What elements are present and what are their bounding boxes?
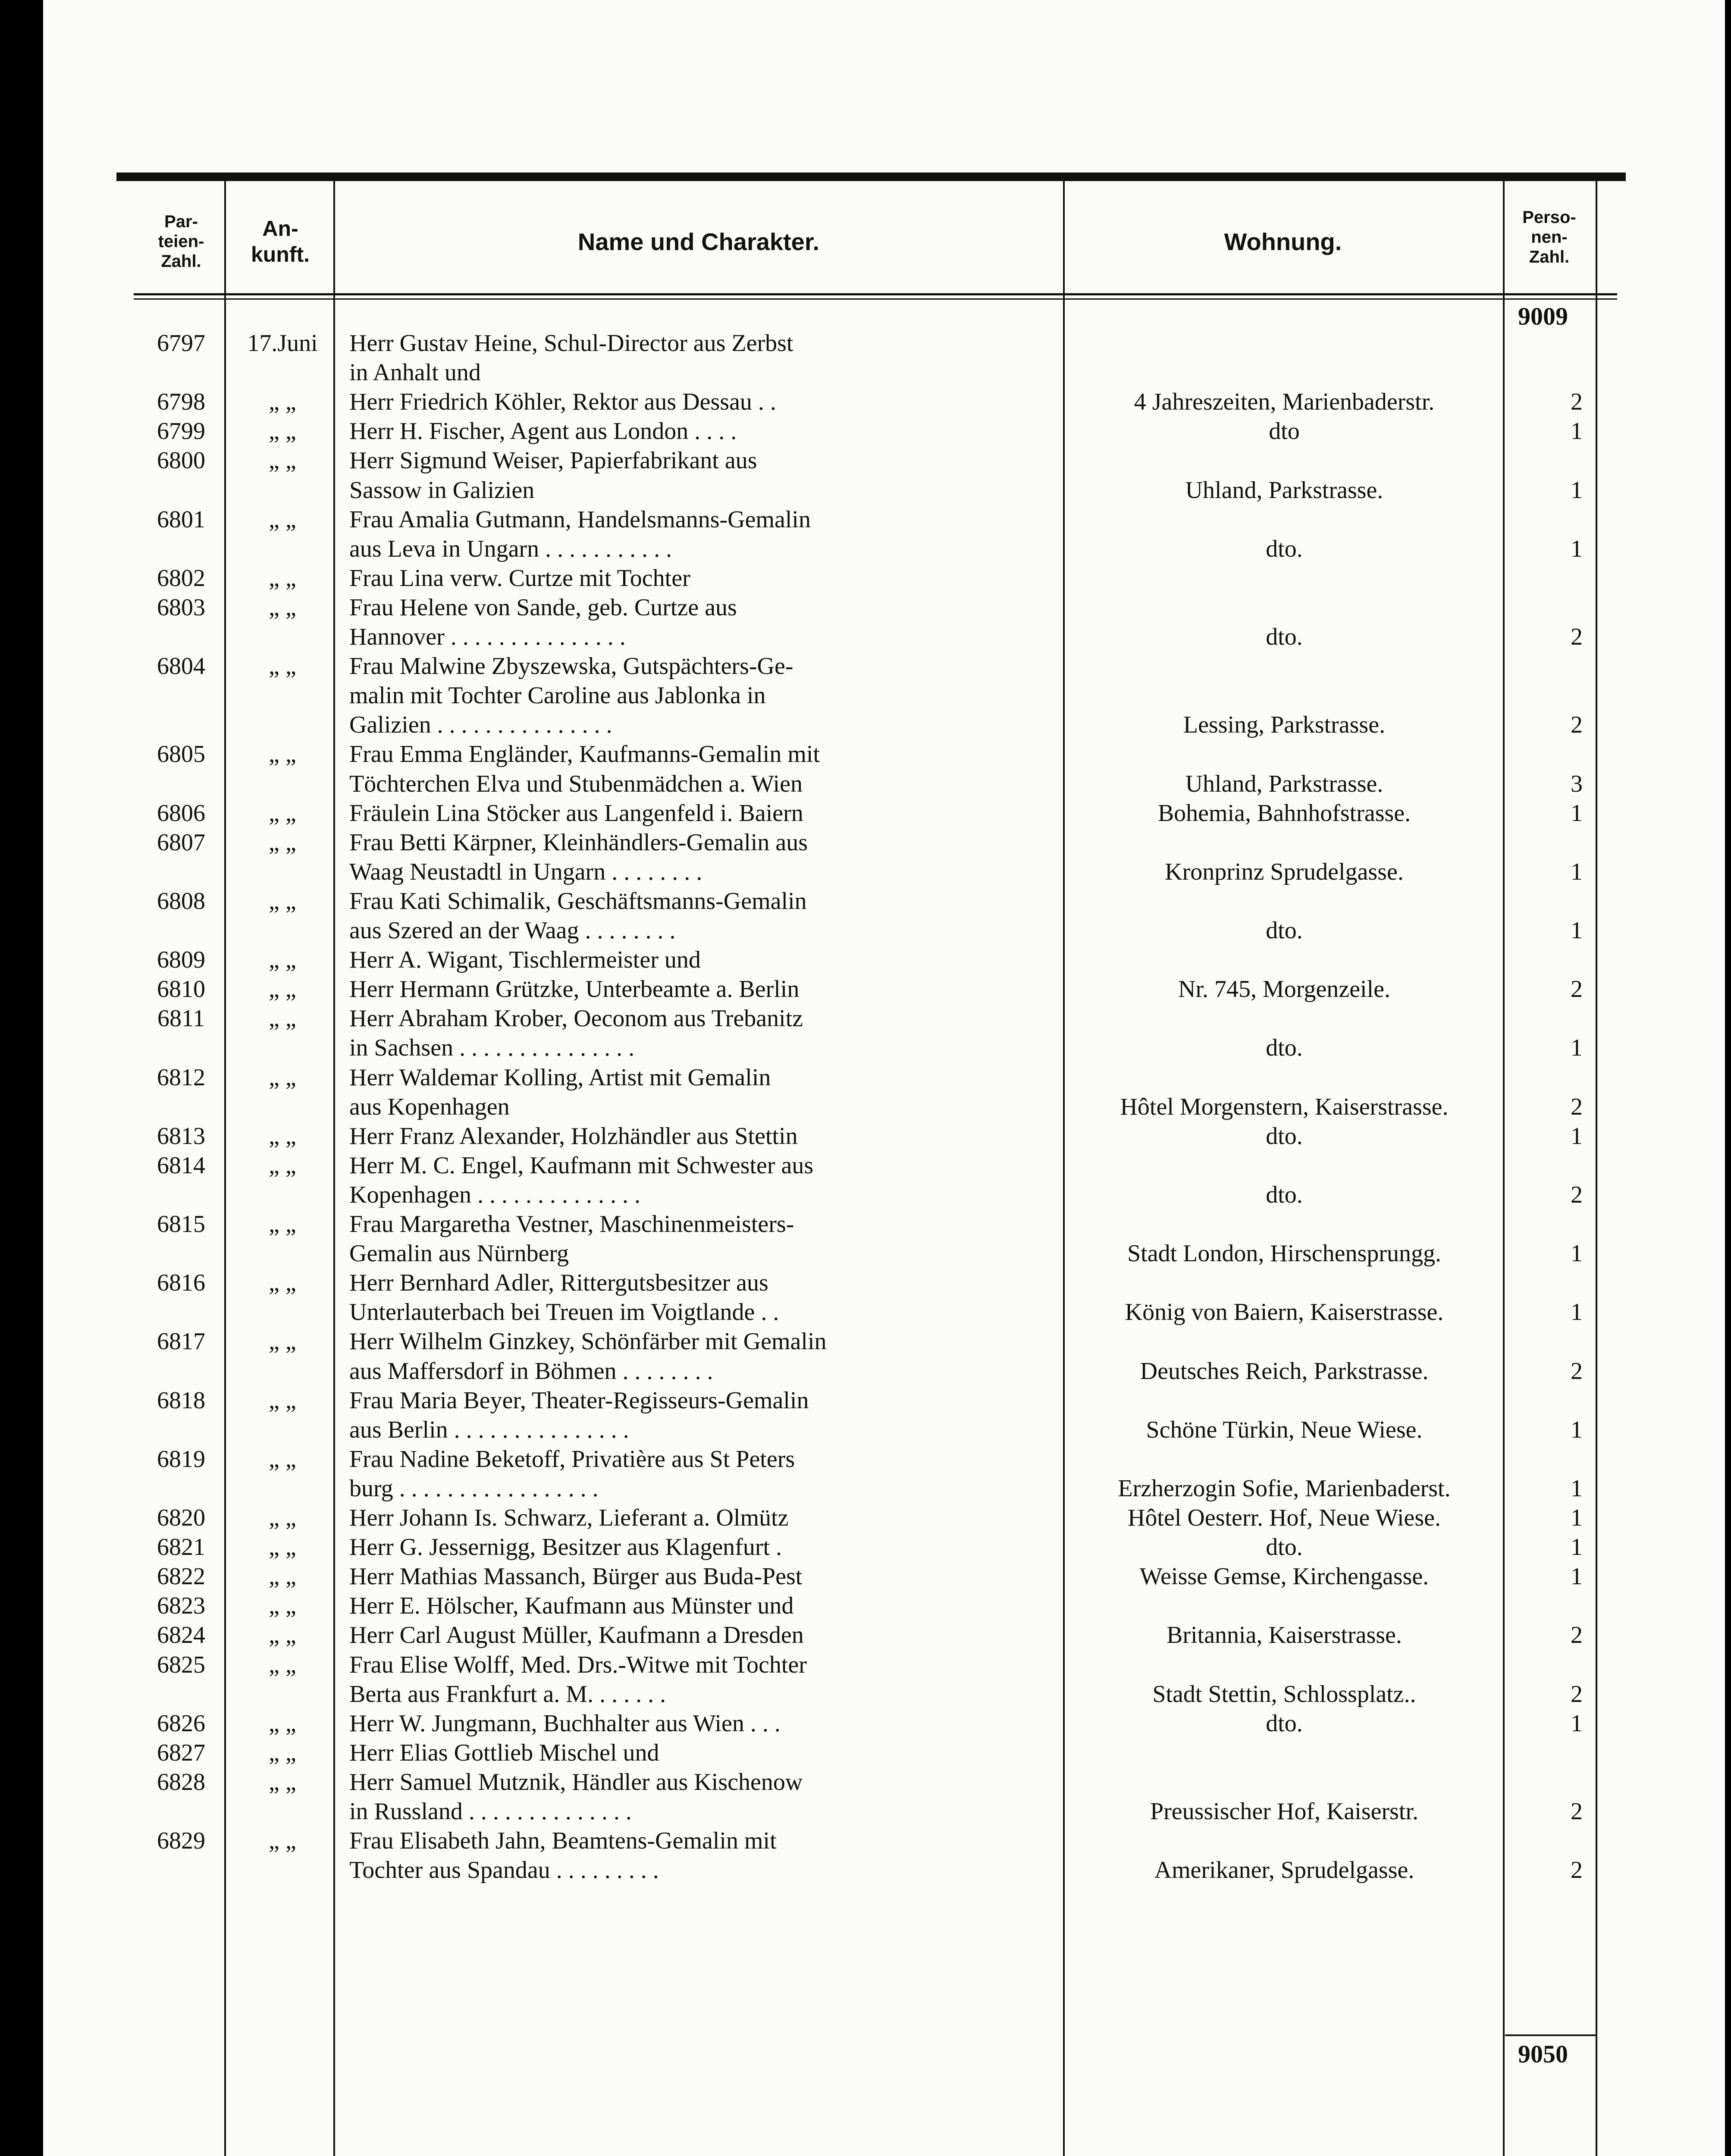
guest-name: Frau Elise Wolff, Med. Drs.-Witwe mit Tochter <box>349 1651 807 1678</box>
arrival-date: „ „ <box>269 653 296 680</box>
guest-name: Herr Abraham Krober, Oeconom aus Trebanitz <box>349 1005 803 1032</box>
register-line <box>0 1503 1731 1532</box>
register-line <box>0 652 1731 681</box>
arrival-date: „ „ <box>269 1328 296 1355</box>
person-count: 2 <box>1571 1093 1583 1120</box>
entry-number: 6823 <box>157 1592 205 1620</box>
guest-name: Töchterchen Elva und Stubenmädchen a. Wien <box>349 770 803 797</box>
person-count: 1 <box>1571 917 1583 944</box>
entry-number: 6827 <box>157 1739 205 1766</box>
entry-number: 6814 <box>157 1152 205 1179</box>
person-count: 1 <box>1571 1122 1583 1150</box>
arrival-date: „ „ <box>269 1064 296 1091</box>
guest-name: Frau Margaretha Vestner, Maschinenmeisters- <box>349 1211 794 1238</box>
lodging-address: Kronprinz Sprudelgasse. <box>1165 858 1404 885</box>
lodging-address: König von Baiern, Kaiserstrasse. <box>1125 1299 1444 1326</box>
person-count: 2 <box>1571 1798 1583 1825</box>
arrival-date: „ „ <box>269 418 296 445</box>
entry-number: 6822 <box>157 1563 205 1590</box>
guest-name: Tochter aus Spandau . . . . . . . . . <box>349 1857 659 1884</box>
guest-name: Unterlauterbach bei Treuen im Voigtlande . . <box>349 1299 779 1326</box>
guest-name: Kopenhagen . . . . . . . . . . . . . . <box>349 1181 641 1208</box>
entry-number: 6826 <box>157 1710 205 1737</box>
person-count: 1 <box>1571 1034 1583 1062</box>
guest-name: Herr Gustav Heine, Schul-Director aus Zerbst <box>349 330 793 357</box>
arrival-date: „ „ <box>269 1445 296 1473</box>
guest-name: Herr M. C. Engel, Kaufmann mit Schwester aus <box>349 1152 814 1179</box>
person-count: 2 <box>1571 1181 1583 1208</box>
arrival-date: „ „ <box>269 1269 296 1297</box>
register-line <box>0 1738 1731 1767</box>
guest-name: in Russland . . . . . . . . . . . . . . <box>349 1798 632 1825</box>
arrival-date: „ „ <box>269 1152 296 1179</box>
entry-number: 6818 <box>157 1387 205 1414</box>
register-line <box>0 1680 1731 1709</box>
person-count: 1 <box>1571 1240 1583 1267</box>
guest-name: in Anhalt und <box>349 359 481 386</box>
entry-number: 6807 <box>157 829 205 856</box>
guest-name: Frau Helene von Sande, geb. Curtze aus <box>349 594 737 621</box>
arrival-date: „ „ <box>269 829 296 856</box>
register-line <box>0 1797 1731 1826</box>
header-partei-3: Zahl. <box>161 252 201 271</box>
lodging-address: dto. <box>1266 1034 1303 1062</box>
guest-name: Sassow in Galizien <box>349 476 535 504</box>
header-personen-3: Zahl. <box>1529 248 1570 266</box>
register-line <box>0 1063 1731 1092</box>
lodging-address: Uhland, Parkstrasse. <box>1185 476 1383 504</box>
entry-number: 6806 <box>157 799 205 827</box>
entry-number: 6798 <box>157 389 205 416</box>
register-line <box>0 417 1731 446</box>
guest-name: Frau Nadine Beketoff, Privatière aus St Peters <box>349 1445 795 1473</box>
lodging-address: dto. <box>1266 1710 1303 1737</box>
guest-name: Herr Mathias Massanch, Bürger aus Buda-Pest <box>349 1563 803 1590</box>
entry-number: 6803 <box>157 594 205 621</box>
lodging-address: dto. <box>1266 1534 1303 1561</box>
arrival-date: „ „ <box>269 1534 296 1561</box>
register-line <box>0 916 1731 945</box>
guest-name: Frau Amalia Gutmann, Handelsmanns-Gemalin <box>349 506 811 533</box>
guest-name: Herr Sigmund Weiser, Papierfabrikant aus <box>349 447 757 474</box>
register-line <box>0 329 1731 358</box>
register-line <box>0 945 1731 975</box>
register-line <box>0 710 1731 740</box>
person-count: 1 <box>1571 535 1583 562</box>
register-line <box>0 1591 1731 1620</box>
arrival-date: „ „ <box>269 1651 296 1678</box>
register-line <box>0 740 1731 769</box>
entry-number: 6812 <box>157 1064 205 1091</box>
register-line <box>0 1239 1731 1268</box>
entry-number: 6813 <box>157 1122 205 1150</box>
lodging-address: Lessing, Parkstrasse. <box>1183 711 1386 739</box>
register-line <box>0 1415 1731 1445</box>
guest-name: Frau Emma Engländer, Kaufmanns-Gemalin mit <box>349 741 820 768</box>
register-line <box>0 1268 1731 1297</box>
guest-name: Frau Malwine Zbyszewska, Gutspächters-Ge- <box>349 653 793 680</box>
arrival-date: „ „ <box>269 564 296 592</box>
register-line <box>0 1092 1731 1122</box>
person-count: 2 <box>1571 1622 1583 1649</box>
register-line <box>0 1826 1731 1855</box>
entry-number: 6797 <box>157 330 205 357</box>
register-line <box>0 857 1731 887</box>
register-line <box>0 593 1731 622</box>
guest-name: Herr Bernhard Adler, Rittergutsbesitzer aus <box>349 1269 768 1297</box>
guest-name: aus Szered an der Waag . . . . . . . . <box>349 917 676 944</box>
arrival-date: „ „ <box>269 741 296 768</box>
entry-number: 6811 <box>157 1005 205 1032</box>
lodging-address: Nr. 745, Morgenzeile. <box>1178 976 1390 1003</box>
register-line <box>0 1445 1731 1474</box>
lodging-address: dto <box>1269 418 1300 445</box>
arrival-date: „ „ <box>269 799 296 827</box>
arrival-date: „ „ <box>269 1504 296 1531</box>
register-line <box>0 1151 1731 1180</box>
guest-name: Herr A. Wigant, Tischlermeister und <box>349 946 701 974</box>
register-line <box>0 799 1731 828</box>
lodging-address: dto. <box>1266 1122 1303 1150</box>
register-line <box>0 975 1731 1004</box>
header-name: Name und Charakter. <box>577 228 820 255</box>
person-count: 2 <box>1571 389 1583 416</box>
arrival-date: „ „ <box>269 1387 296 1414</box>
register-line <box>0 387 1731 417</box>
entry-number: 6829 <box>157 1827 205 1855</box>
entry-number: 6817 <box>157 1328 205 1355</box>
person-count: 2 <box>1571 624 1583 650</box>
header-partei-1: Par- <box>164 212 198 231</box>
register-line <box>0 446 1731 475</box>
register-line <box>0 887 1731 916</box>
person-count: 1 <box>1571 1475 1583 1502</box>
lodging-address: dto. <box>1266 1181 1303 1208</box>
lodging-address: Hôtel Oesterr. Hof, Neue Wiese. <box>1127 1504 1441 1531</box>
person-count: 1 <box>1571 418 1583 445</box>
person-count: 2 <box>1571 711 1583 739</box>
header-ankunft-1: An- <box>262 216 298 241</box>
arrival-date: „ „ <box>269 1710 296 1737</box>
guest-name: Hannover . . . . . . . . . . . . . . . <box>349 624 626 650</box>
register-line <box>0 1650 1731 1680</box>
register-line <box>0 1357 1731 1386</box>
guest-name: aus Berlin . . . . . . . . . . . . . . . <box>349 1416 629 1443</box>
arrival-date: „ „ <box>269 1563 296 1590</box>
guest-name: Herr H. Fischer, Agent aus London . . . . <box>349 418 737 445</box>
header-wohnung: Wohnung. <box>1224 228 1342 255</box>
person-count: 1 <box>1571 1534 1583 1561</box>
register-line <box>0 564 1731 593</box>
entry-number: 6821 <box>157 1534 205 1561</box>
lodging-address: dto. <box>1266 917 1303 944</box>
guest-name: malin mit Tochter Caroline aus Jablonka in <box>349 682 766 709</box>
guest-name: Waag Neustadtl in Ungarn . . . . . . . . <box>349 858 702 885</box>
register-line <box>0 1297 1731 1327</box>
guest-name: Herr Waldemar Kolling, Artist mit Gemalin <box>349 1064 771 1091</box>
register-line <box>0 1532 1731 1562</box>
entry-number: 6809 <box>157 946 205 974</box>
person-count: 2 <box>1571 976 1583 1003</box>
register-line <box>0 1327 1731 1356</box>
person-count: 1 <box>1571 799 1583 827</box>
header-personen-2: nen- <box>1531 228 1568 247</box>
entry-number: 6816 <box>157 1269 205 1297</box>
register-line <box>0 1474 1731 1503</box>
guest-name: Herr Franz Alexander, Holzhändler aus Stettin <box>349 1122 798 1150</box>
entry-number: 6819 <box>157 1445 205 1473</box>
header-partei-2: teien- <box>158 232 204 251</box>
person-count: 1 <box>1571 1299 1583 1326</box>
entry-number: 6815 <box>157 1211 205 1238</box>
arrival-date: „ „ <box>269 506 296 533</box>
guest-name: Berta aus Frankfurt a. M. . . . . . . <box>349 1680 666 1708</box>
lodging-address: dto. <box>1266 624 1303 650</box>
lodging-address: 4 Jahreszeiten, Marienbaderstr. <box>1134 389 1435 416</box>
lodging-address: Stadt London, Hirschensprungg. <box>1127 1240 1441 1267</box>
register-line <box>0 1386 1731 1415</box>
entry-number: 6799 <box>157 418 205 445</box>
arrival-date: „ „ <box>269 1211 296 1238</box>
entry-number: 6810 <box>157 976 205 1003</box>
arrival-date: „ „ <box>269 1622 296 1649</box>
guest-name: Frau Elisabeth Jahn, Beamtens-Gemalin mit <box>349 1827 777 1855</box>
guest-name: aus Maffersdorf in Böhmen . . . . . . . . <box>349 1357 713 1385</box>
lodging-address: Hôtel Morgenstern, Kaiserstrasse. <box>1120 1093 1449 1120</box>
entry-number: 6800 <box>157 447 205 474</box>
header-personen-1: Perso- <box>1522 208 1576 227</box>
register-line <box>0 1855 1731 1885</box>
lodging-address: Deutsches Reich, Parkstrasse. <box>1140 1357 1429 1385</box>
person-count: 1 <box>1571 858 1583 885</box>
entry-number: 6825 <box>157 1651 205 1678</box>
entry-number: 6828 <box>157 1768 205 1796</box>
lodging-address: dto. <box>1266 535 1303 562</box>
lodging-address: Erzherzogin Sofie, Marienbaderst. <box>1118 1475 1451 1502</box>
lodging-address: Uhland, Parkstrasse. <box>1185 770 1383 797</box>
lodging-address: Amerikaner, Sprudelgasse. <box>1154 1857 1414 1884</box>
guest-name: Herr Friedrich Köhler, Rektor aus Dessau . . <box>349 389 776 416</box>
person-count: 1 <box>1571 1416 1583 1443</box>
guest-name: Herr Johann Is. Schwarz, Lieferant a. Olmütz <box>349 1504 789 1531</box>
guest-name: aus Leva in Ungarn . . . . . . . . . . . <box>349 535 672 562</box>
register-line <box>0 828 1731 857</box>
lodging-address: Schöne Türkin, Neue Wiese. <box>1146 1416 1423 1443</box>
register-line <box>0 358 1731 387</box>
register-line <box>0 534 1731 564</box>
carry-in-total: 9009 <box>1518 302 1568 330</box>
register-line <box>0 1180 1731 1210</box>
register-line <box>0 1709 1731 1738</box>
header-ankunft-2: kunft. <box>251 242 310 266</box>
arrival-date: „ „ <box>269 1827 296 1855</box>
arrival-date: „ „ <box>269 447 296 474</box>
entry-number: 6824 <box>157 1622 205 1649</box>
guest-name: Frau Kati Schimalik, Geschäftsmanns-Gemalin <box>349 887 807 915</box>
guest-name: Herr Carl August Müller, Kaufmann a Dresden <box>349 1622 804 1649</box>
register-line <box>0 1620 1731 1650</box>
register-line <box>0 1033 1731 1062</box>
arrival-date: 17.Juni <box>247 330 318 357</box>
arrival-date: „ „ <box>269 1739 296 1766</box>
carry-out-total: 9050 <box>1518 2040 1568 2068</box>
arrival-date: „ „ <box>269 976 296 1003</box>
person-count: 2 <box>1571 1857 1583 1884</box>
guest-name: aus Kopenhagen <box>349 1093 510 1120</box>
guest-name: Herr Wilhelm Ginzkey, Schönfärber mit Gemalin <box>349 1328 827 1355</box>
lodging-address: Preussischer Hof, Kaiserstr. <box>1150 1798 1419 1825</box>
register-line <box>0 1122 1731 1151</box>
guest-name: Frau Betti Kärpner, Kleinhändlers-Gemalin aus <box>349 829 808 856</box>
register-line <box>0 1767 1731 1797</box>
guest-name: Frau Maria Beyer, Theater-Regisseurs-Gemalin <box>349 1387 809 1414</box>
person-count: 3 <box>1571 770 1583 797</box>
person-count: 1 <box>1571 1563 1583 1590</box>
entry-number: 6801 <box>157 506 205 533</box>
person-count: 2 <box>1571 1680 1583 1708</box>
lodging-address: Weisse Gemse, Kirchengasse. <box>1139 1563 1429 1590</box>
entry-number: 6805 <box>157 741 205 768</box>
person-count: 2 <box>1571 1357 1583 1385</box>
arrival-date: „ „ <box>269 389 296 416</box>
lodging-address: Britannia, Kaiserstrasse. <box>1167 1622 1402 1649</box>
guest-name: Gemalin aus Nürnberg <box>349 1240 569 1267</box>
person-count: 1 <box>1571 1504 1583 1531</box>
entry-number: 6808 <box>157 887 205 915</box>
lodging-address: Bohemia, Bahnhofstrasse. <box>1157 799 1411 827</box>
arrival-date: „ „ <box>269 1768 296 1796</box>
guest-name: Herr Samuel Mutznik, Händler aus Kischenow <box>349 1768 803 1796</box>
register-line <box>0 505 1731 534</box>
register-line <box>0 1004 1731 1033</box>
register-line <box>0 476 1731 505</box>
person-count: 1 <box>1571 1710 1583 1737</box>
guest-name: burg . . . . . . . . . . . . . . . . . <box>349 1475 599 1502</box>
arrival-date: „ „ <box>269 887 296 915</box>
guest-name: Galizien . . . . . . . . . . . . . . . <box>349 711 612 739</box>
entry-number: 6820 <box>157 1504 205 1531</box>
guest-name: Herr G. Jessernigg, Besitzer aus Klagenfurt . <box>349 1534 782 1561</box>
arrival-date: „ „ <box>269 594 296 621</box>
register-line <box>0 1562 1731 1591</box>
arrival-date: „ „ <box>269 1122 296 1150</box>
person-count: 1 <box>1571 476 1583 504</box>
arrival-date: „ „ <box>269 946 296 974</box>
guest-name: Herr Elias Gottlieb Mischel und <box>349 1739 659 1766</box>
guest-name: Herr Hermann Grützke, Unterbeamte a. Berlin <box>349 976 800 1003</box>
arrival-date: „ „ <box>269 1592 296 1620</box>
register-line <box>0 681 1731 710</box>
guest-name: Fräulein Lina Stöcker aus Langenfeld i. Baiern <box>349 799 803 827</box>
entry-number: 6802 <box>157 564 205 592</box>
arrival-date: „ „ <box>269 1005 296 1032</box>
register-line <box>0 1210 1731 1239</box>
guest-name: Herr W. Jungmann, Buchhalter aus Wien . . . <box>349 1710 781 1737</box>
register-line <box>0 769 1731 799</box>
entry-number: 6804 <box>157 653 205 680</box>
guest-name: in Sachsen . . . . . . . . . . . . . . . <box>349 1034 635 1062</box>
guest-name: Frau Lina verw. Curtze mit Tochter <box>349 564 690 592</box>
register-line <box>0 622 1731 652</box>
lodging-address: Stadt Stettin, Schlossplatz.. <box>1152 1680 1416 1708</box>
guest-name: Herr E. Hölscher, Kaufmann aus Münster und <box>349 1592 794 1620</box>
